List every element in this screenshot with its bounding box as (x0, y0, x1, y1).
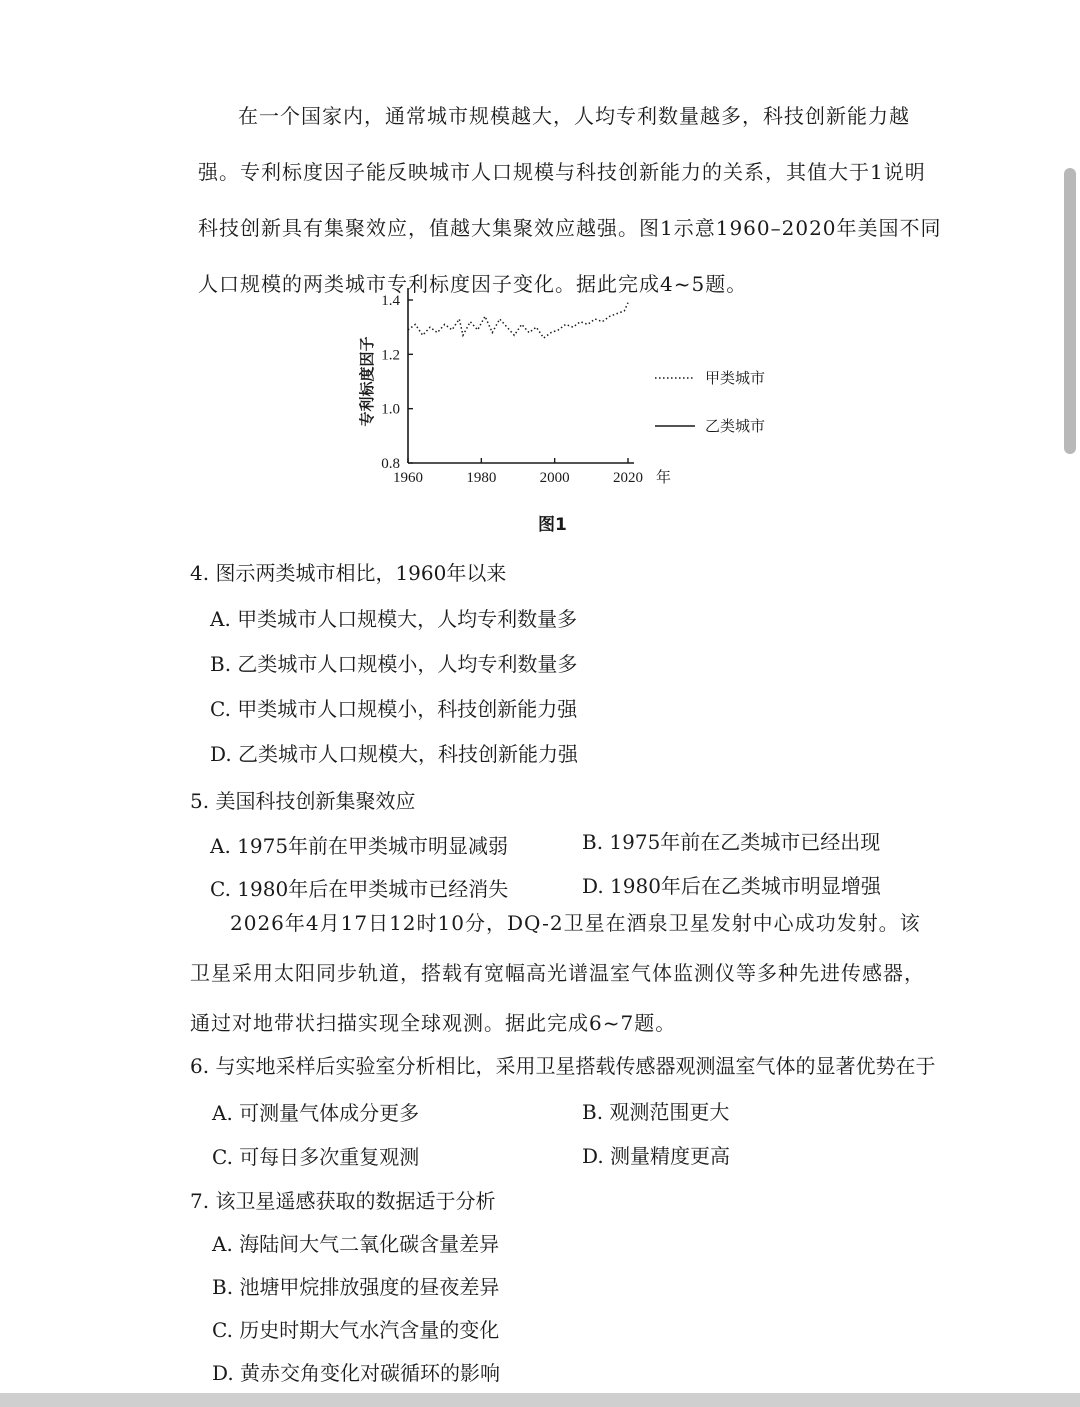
y-axis-label: 专利标度因子 (358, 336, 376, 427)
question-7-option-c: C. 历史时期大气水汽含量的变化 (212, 1318, 500, 1342)
legend-label-2: 乙类城市 (705, 417, 766, 435)
y-tick-label: 1.4 (381, 293, 400, 309)
x-tick-label: 2000 (539, 470, 570, 486)
question-4-option-b: B. 乙类城市人口规模小，人均专利数量多 (210, 652, 578, 676)
question-6-option-d: D. 测量精度更高 (582, 1144, 731, 1168)
series-line-1 (408, 303, 628, 338)
satellite-passage: 2026年4月17日12时10分，DQ-2卫星在酒泉卫星发射中心成功发射。该卫星采用太阳同步轨道，搭载有宽幅高光谱温室气体监测仪等多种先进传感器，通过对地带状扫描实现全球观测。据此完成6~7题。 (190, 911, 925, 1035)
question-4-option-a: A. 甲类城市人口规模大，人均专利数量多 (210, 607, 578, 631)
question-5-option-a: A. 1975年前在甲类城市明显减弱 (210, 834, 509, 858)
question-7-option-a: A. 海陆间大气二氧化碳含量差异 (212, 1232, 500, 1256)
question-4-stem: 4. 图示两类城市相比，1960年以来 (190, 561, 507, 585)
question-4-option-d: D. 乙类城市人口规模大，科技创新能力强 (210, 742, 579, 766)
x-tick-label: 2020 (613, 470, 643, 486)
y-tick-label: 0.8 (381, 456, 400, 472)
question-5-option-b: B. 1975年前在乙类城市已经出现 (582, 830, 881, 854)
y-tick-label: 1.0 (381, 401, 400, 418)
intro-paragraph: 在一个国家内，通常城市规模越大，人均专利数量越多，科技创新能力越强。专利标度因子能反映城市人口规模与科技创新能力的关系，其值大于1说明科技创新具有集聚效应，值越大集聚效应越强。图1示意1960–2020年美国不同人口规模的两类城市专利标度因子变化。据此完成4~5题。 (198, 104, 942, 296)
bottom-toolbar-edge (0, 1393, 1080, 1407)
question-7-option-d: D. 黄赤交角变化对碳循环的影响 (212, 1361, 501, 1385)
question-5-option-d: D. 1980年后在乙类城市明显增强 (582, 874, 881, 898)
figure-caption: 图1 (538, 515, 567, 535)
patent-scaling-chart (350, 278, 790, 500)
x-tick-label: 1960 (393, 470, 423, 486)
vertical-scrollbar[interactable] (1064, 168, 1076, 454)
question-5-option-c: C. 1980年后在甲类城市已经消失 (210, 877, 509, 901)
y-tick-label: 1.2 (381, 347, 400, 364)
x-axis-label: 年 (656, 468, 672, 486)
question-6-option-b: B. 观测范围更大 (582, 1100, 730, 1124)
question-7-option-b: B. 池塘甲烷排放强度的昼夜差异 (212, 1275, 500, 1299)
question-7-stem: 7. 该卫星遥感获取的数据适于分析 (190, 1189, 496, 1213)
question-6-option-c: C. 可每日多次重复观测 (212, 1145, 420, 1169)
legend-label-1: 甲类城市 (705, 369, 766, 387)
x-tick-label: 1980 (466, 470, 497, 486)
question-6-option-a: A. 可测量气体成分更多 (212, 1101, 420, 1125)
question-6-stem: 6. 与实地采样后实验室分析相比，采用卫星搭载传感器观测温室气体的显著优势在于 (190, 1054, 936, 1078)
question-5-stem: 5. 美国科技创新集聚效应 (190, 789, 416, 813)
question-4-option-c: C. 甲类城市人口规模小，科技创新能力强 (210, 697, 578, 721)
